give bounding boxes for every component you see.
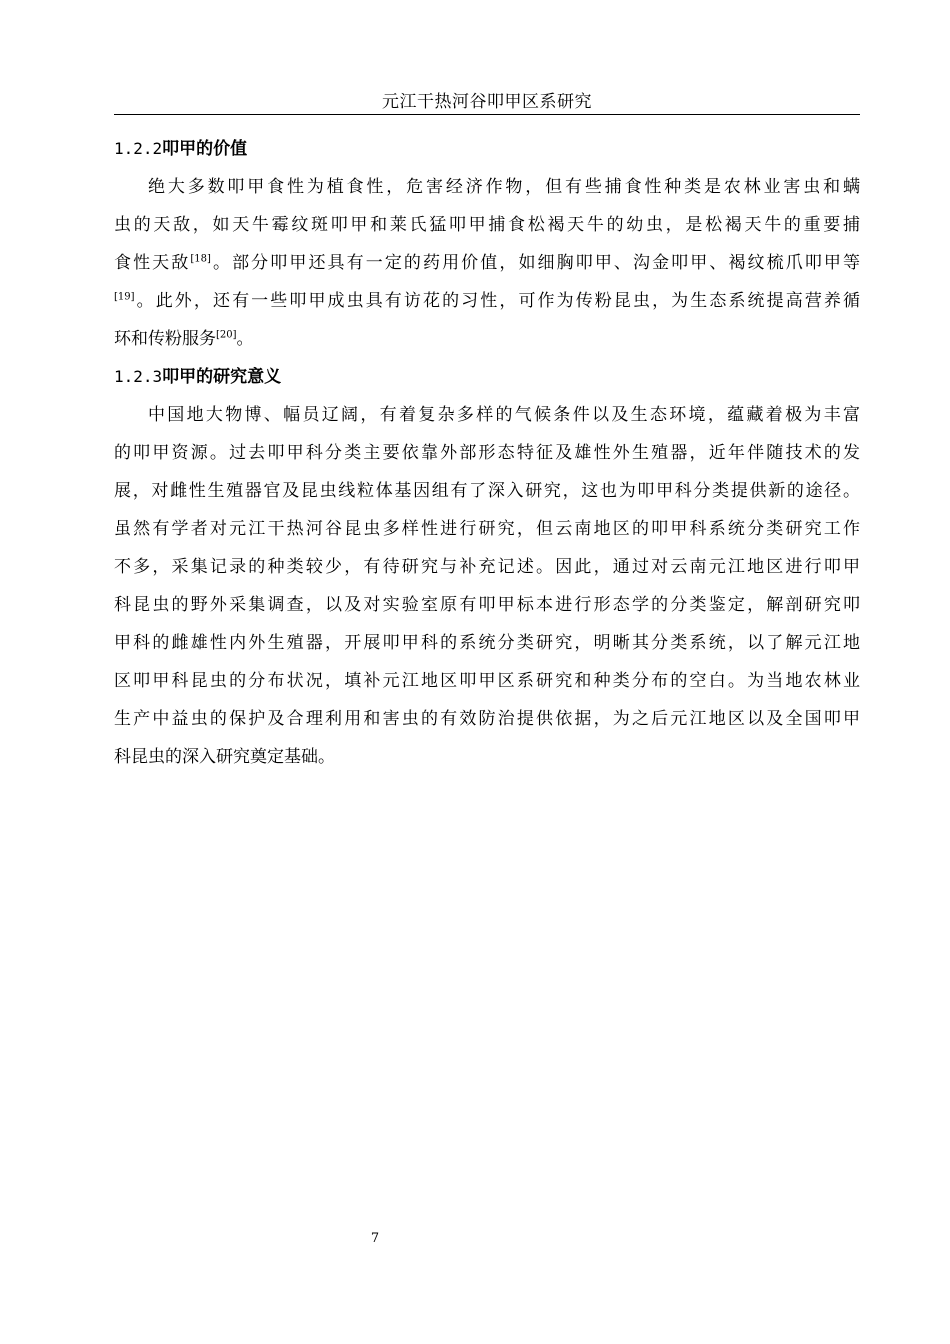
paragraph-line: 中国地大物博、幅员辽阔，有着复杂多样的气候条件以及生态环境，蕴藏着极为丰富 bbox=[148, 405, 860, 425]
body-text bbox=[114, 130, 860, 776]
paragraph-line: 甲科的雌雄性内外生殖器，开展叩甲科的系统分类研究，明晰其分类系统，以了解元江地 bbox=[114, 633, 860, 653]
paragraph-significance bbox=[114, 396, 860, 776]
paragraph-line: 科昆虫的深入研究奠定基础。 bbox=[114, 747, 335, 767]
paragraph-line: 虽然有学者对元江干热河谷昆虫多样性进行研究，但云南地区的叩甲科系统分类研究工作 bbox=[114, 519, 860, 539]
paragraph-line: 不多，采集记录的种类较少，有待研究与补充记述。因此，通过对云南元江地区进行叩甲 bbox=[114, 557, 860, 577]
section-heading-1-2-2 bbox=[114, 130, 860, 168]
citation-ref: [18] bbox=[190, 253, 211, 265]
running-header: 元江干热河谷叩甲区系研究 bbox=[382, 92, 592, 112]
paragraph-line: 虫的天敌，如天牛霉纹斑叩甲和莱氏猛叩甲捕食松褐天牛的幼虫，是松褐天牛的重要捕 bbox=[114, 215, 860, 235]
line-text: 。此外，还有一些叩甲成虫具有访花的习性，可作为传粉昆虫，为生态系统提高营养循 bbox=[134, 291, 860, 311]
section-number: 1.2.2 bbox=[114, 139, 163, 158]
paragraph-line bbox=[114, 282, 860, 320]
line-text: 。部分叩甲还具有一定的药用价值，如细胸叩甲、沟金叩甲、褐纹梳爪叩甲等 bbox=[210, 253, 861, 273]
paragraph-line bbox=[114, 320, 860, 358]
paragraph-line bbox=[114, 244, 860, 282]
section-title: 叩甲的价值 bbox=[162, 139, 248, 159]
paragraph-line: 展，对雌性生殖器官及昆虫线粒体基因组有了深入研究，这也为叩甲科分类提供新的途径。 bbox=[114, 481, 860, 501]
page-number: 7 bbox=[370, 1231, 380, 1246]
citation-ref: [20] bbox=[216, 329, 237, 341]
section-number: 1.2.3 bbox=[114, 367, 163, 386]
paragraph-line: 科昆虫的野外采集调查，以及对实验室原有叩甲标本进行形态学的分类鉴定，解剖研究叩 bbox=[114, 595, 860, 615]
paragraph-line: 的叩甲资源。过去叩甲科分类主要依靠外部形态特征及雄性外生殖器，近年伴随技术的发 bbox=[114, 443, 860, 463]
paragraph-line: 生产中益虫的保护及合理利用和害虫的有效防治提供依据，为之后元江地区以及全国叩甲 bbox=[114, 709, 860, 729]
section-heading-1-2-3 bbox=[114, 358, 860, 396]
paragraph-line: 区叩甲科昆虫的分布状况，填补元江地区叩甲区系研究和种类分布的空白。为当地农林业 bbox=[114, 671, 860, 691]
paragraph-value bbox=[114, 168, 860, 358]
line-text: 。 bbox=[236, 329, 254, 349]
line-text: 环和传粉服务 bbox=[114, 329, 216, 349]
header-rule bbox=[114, 114, 860, 115]
citation-ref: [19] bbox=[114, 291, 135, 303]
line-text: 食性天敌 bbox=[114, 253, 191, 273]
paragraph-line: 绝大多数叩甲食性为植食性，危害经济作物，但有些捕食性种类是农林业害虫和螨 bbox=[148, 177, 860, 197]
section-title: 叩甲的研究意义 bbox=[162, 367, 282, 387]
